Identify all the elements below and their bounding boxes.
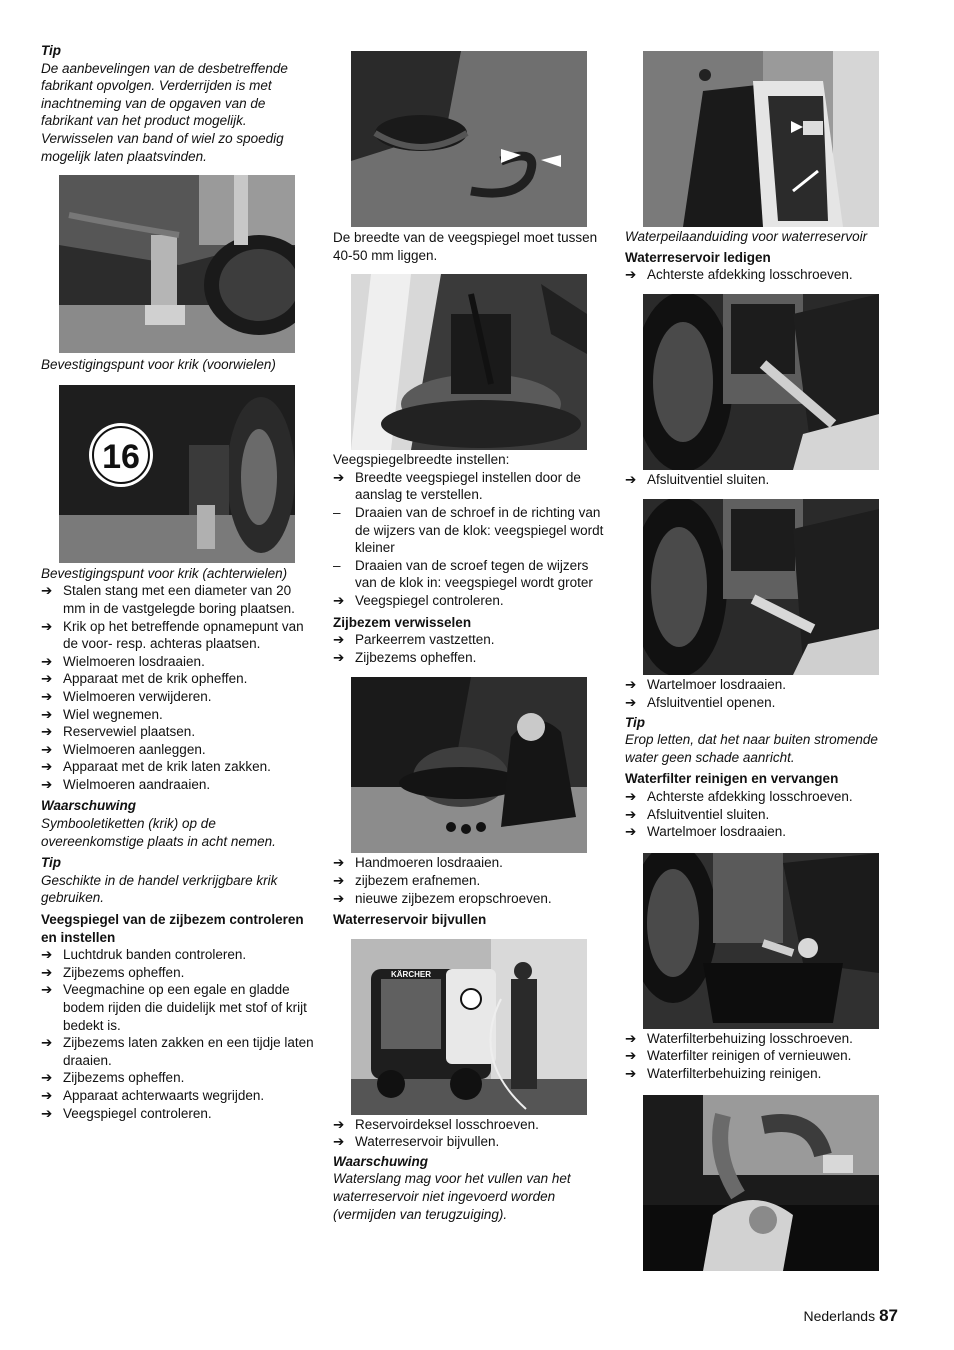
list-item: ➔ Zijbezems opheffen. bbox=[41, 964, 185, 980]
dash-icon: – bbox=[333, 504, 341, 520]
photo-front-jack bbox=[59, 175, 295, 353]
caption-water-level: Waterpeilaanduiding voor waterreservoir bbox=[625, 229, 868, 244]
caption-rear-wheels: Bevestigingspunt voor krik (achterwielen) bbox=[41, 565, 288, 581]
photo-sweep-pattern bbox=[351, 51, 587, 227]
list-item: ➔ Afsluitventiel sluiten. bbox=[625, 806, 770, 822]
arrow-right-icon: ➔ bbox=[41, 706, 53, 722]
badge-number: 16 bbox=[102, 437, 140, 476]
arrow-right-icon: ➔ bbox=[625, 1030, 637, 1046]
column-left bbox=[41, 42, 317, 1122]
list-item: ➔ Luchtdruk banden controleren. bbox=[41, 947, 247, 963]
photo-brush-replace bbox=[351, 677, 587, 853]
arrow-right-icon: ➔ bbox=[41, 1087, 53, 1103]
arrow-right-icon: ➔ bbox=[333, 469, 345, 485]
photo-rear-cover bbox=[643, 294, 879, 470]
wheel-change-steps bbox=[41, 582, 317, 793]
list-item: ➔ Veegspiegel controleren. bbox=[333, 592, 504, 608]
arrow-right-icon: ➔ bbox=[333, 890, 345, 906]
photo-water-level bbox=[643, 51, 879, 227]
list-item: ➔ Stalen stang met een diameter van 20 mm in de vastgelegde boring plaatsen. bbox=[41, 583, 295, 616]
adjust-steps bbox=[333, 469, 611, 610]
arrow-right-icon: ➔ bbox=[41, 653, 53, 669]
list-item: ➔ Achterste afdekking losschroeven. bbox=[625, 267, 853, 283]
list-item: ➔ Wielmoeren losdraaien. bbox=[41, 653, 205, 669]
empty-steps-b bbox=[625, 471, 903, 489]
photo-filter-drain bbox=[643, 853, 879, 1029]
sweep-check-steps bbox=[41, 946, 317, 1122]
fill-steps bbox=[333, 1116, 611, 1151]
section-heading: Waterreservoir ledigen bbox=[625, 249, 771, 265]
list-item: ➔ Parkeerrem vastzetten. bbox=[333, 632, 495, 648]
arrow-right-icon: ➔ bbox=[41, 688, 53, 704]
arrow-right-icon: ➔ bbox=[333, 632, 345, 648]
section-heading: Zijbezem verwisselen bbox=[333, 614, 472, 630]
list-item: ➔ Waterreservoir bijvullen. bbox=[333, 1134, 500, 1150]
arrow-right-icon: ➔ bbox=[41, 1070, 53, 1086]
arrow-right-icon: ➔ bbox=[41, 947, 53, 963]
arrow-right-icon: ➔ bbox=[625, 471, 637, 487]
column-right bbox=[625, 51, 903, 1271]
filter-steps bbox=[625, 788, 903, 841]
warning-heading: Waarschuwing bbox=[333, 1153, 429, 1169]
list-item: ➔ Apparaat met de krik opheffen. bbox=[41, 671, 248, 687]
arrow-right-icon: ➔ bbox=[333, 649, 345, 665]
section-heading: Waterreservoir bijvullen bbox=[333, 912, 487, 928]
width-text: De breedte van de veegspiegel moet tussen 40-50 mm liggen. bbox=[333, 230, 598, 263]
list-item: ➔ Veegspiegel controleren. bbox=[41, 1105, 212, 1121]
list-item: ➔ Apparaat met de krik laten zakken. bbox=[41, 759, 271, 775]
caption-front-wheels: Bevestigingspunt voor krik (voorwielen) bbox=[41, 357, 276, 373]
arrow-right-icon: ➔ bbox=[41, 583, 53, 599]
list-item: ➔ Zijbezems opheffen. bbox=[41, 1070, 185, 1086]
brand-text: KÄRCHER bbox=[391, 969, 431, 979]
warning-heading: Waarschuwing bbox=[41, 798, 137, 814]
warning-text: Waterslang mag voor het vullen van het waterreservoir niet ingevoerd worden (vermijden van terugzuiging). bbox=[333, 1171, 571, 1222]
tip-text: Erop letten, dat het naar buiten stromende water geen schade aanricht. bbox=[625, 732, 878, 765]
arrow-right-icon: ➔ bbox=[333, 855, 345, 871]
adjust-intro: Veegspiegelbreedte instellen: bbox=[333, 452, 510, 468]
arrow-right-icon: ➔ bbox=[41, 964, 53, 980]
filter-steps-b bbox=[625, 1030, 903, 1083]
photo-sweep-adjust bbox=[351, 274, 587, 450]
list-item: ➔ Apparaat achterwaarts wegrijden. bbox=[41, 1087, 265, 1103]
replace-steps-continued bbox=[333, 854, 611, 907]
list-item: ➔ Achterste afdekking losschroeven. bbox=[625, 788, 853, 804]
list-item: ➔ Waterfilterbehuizing losschroeven. bbox=[625, 1030, 853, 1046]
tip-text: De aanbevelingen van de desbetreffende fabrikant opvolgen. Verderrijden is met inachtneming van de opgaven van de fabrikant van het product mogelijk. Verwisselen van band of wiel zo spoedig mogelijk laten plaatsvinden. bbox=[41, 60, 288, 164]
empty-steps-c bbox=[625, 676, 903, 711]
photo-shutoff-valve bbox=[643, 499, 879, 675]
arrow-right-icon: ➔ bbox=[333, 1116, 345, 1132]
list-item: ➔ Krik op het betreffende opnamepunt van de voor- resp. achteras plaatsen. bbox=[41, 618, 304, 652]
arrow-right-icon: ➔ bbox=[41, 671, 53, 687]
page-footer bbox=[803, 1306, 898, 1326]
list-item: ➔ Reservewiel plaatsen. bbox=[41, 724, 196, 740]
dash-icon: – bbox=[333, 557, 341, 573]
list-item: ➔ Veegmachine op een egale en gladde bodem rijden die duidelijk met stof of krijt bedekt is. bbox=[41, 982, 307, 1033]
section-heading: Veegspiegel van de zijbezem controleren en instellen bbox=[41, 912, 304, 945]
arrow-right-icon: ➔ bbox=[625, 267, 637, 283]
list-item: ➔ Afsluitventiel openen. bbox=[625, 694, 776, 710]
list-item: ➔ Wartelmoer losdraaien. bbox=[625, 677, 787, 693]
arrow-right-icon: ➔ bbox=[41, 724, 53, 740]
arrow-right-icon: ➔ bbox=[625, 824, 637, 840]
arrow-right-icon: ➔ bbox=[41, 741, 53, 757]
list-item: – Draaien van de scroef tegen de wijzers van de klok in: veegspiegel wordt groter bbox=[333, 557, 593, 591]
arrow-right-icon: ➔ bbox=[625, 1048, 637, 1064]
arrow-right-icon: ➔ bbox=[41, 759, 53, 775]
arrow-right-icon: ➔ bbox=[625, 694, 637, 710]
list-item: ➔ Zijbezems laten zakken en een tijdje laten draaien. bbox=[41, 1035, 314, 1068]
photo-rear-jack bbox=[59, 385, 295, 563]
list-item: ➔ Reservoirdeksel losschroeven. bbox=[333, 1116, 539, 1132]
arrow-right-icon: ➔ bbox=[625, 806, 637, 822]
arrow-right-icon: ➔ bbox=[41, 776, 53, 792]
list-item: ➔ Wiel wegnemen. bbox=[41, 706, 163, 722]
list-item: ➔ Afsluitventiel sluiten. bbox=[625, 471, 770, 487]
list-item: ➔ Wartelmoer losdraaien. bbox=[625, 824, 787, 840]
list-item: ➔ Handmoeren losdraaien. bbox=[333, 855, 503, 871]
list-item: ➔ Waterfilter reinigen of vernieuwen. bbox=[625, 1048, 852, 1064]
list-item: ➔ Wielmoeren verwijderen. bbox=[41, 688, 212, 704]
section-heading: Waterfilter reinigen en vervangen bbox=[625, 771, 839, 787]
list-item: ➔ Waterfilterbehuizing reinigen. bbox=[625, 1065, 822, 1081]
arrow-right-icon: ➔ bbox=[333, 1134, 345, 1150]
tip-heading: Tip bbox=[41, 855, 61, 871]
tip-heading: Tip bbox=[41, 43, 61, 58]
arrow-right-icon: ➔ bbox=[625, 1065, 637, 1081]
list-item: ➔ Breedte veegspiegel instellen door de aanslag te verstellen. bbox=[333, 469, 581, 503]
page-number: 87 bbox=[879, 1306, 898, 1325]
column-middle bbox=[333, 51, 611, 1223]
arrow-right-icon: ➔ bbox=[41, 1105, 53, 1121]
tip-text: Geschikte in de handel verkrijgbare krik gebruiken. bbox=[41, 872, 278, 906]
arrow-right-icon: ➔ bbox=[333, 592, 345, 608]
list-item: ➔ Wielmoeren aandraaien. bbox=[41, 776, 211, 792]
arrow-right-icon: ➔ bbox=[333, 872, 345, 888]
footer-language: Nederlands bbox=[803, 1308, 876, 1324]
arrow-right-icon: ➔ bbox=[625, 788, 637, 804]
photo-filter-housing bbox=[643, 1095, 879, 1271]
warning-text: Symbooletiketten (krik) op de overeenkomstige plaats in acht nemen. bbox=[41, 816, 276, 849]
arrow-right-icon: ➔ bbox=[41, 1035, 53, 1051]
photo-refill-water bbox=[351, 939, 587, 1115]
list-item: ➔ nieuwe zijbezem eropschroeven. bbox=[333, 890, 552, 906]
list-item: ➔ Wielmoeren aanleggen. bbox=[41, 741, 206, 757]
list-item: ➔ zijbezem erafnemen. bbox=[333, 872, 481, 888]
replace-steps bbox=[333, 631, 611, 666]
list-item: – Draaien van de schroef in de richting van de wijzers van de klok: veegspiegel wordt kleiner bbox=[333, 504, 604, 556]
empty-steps bbox=[625, 266, 903, 284]
tip-heading: Tip bbox=[625, 714, 645, 730]
arrow-right-icon: ➔ bbox=[625, 677, 637, 693]
arrow-right-icon: ➔ bbox=[41, 618, 53, 634]
list-item: ➔ Zijbezems opheffen. bbox=[333, 649, 477, 665]
arrow-right-icon: ➔ bbox=[41, 982, 53, 998]
